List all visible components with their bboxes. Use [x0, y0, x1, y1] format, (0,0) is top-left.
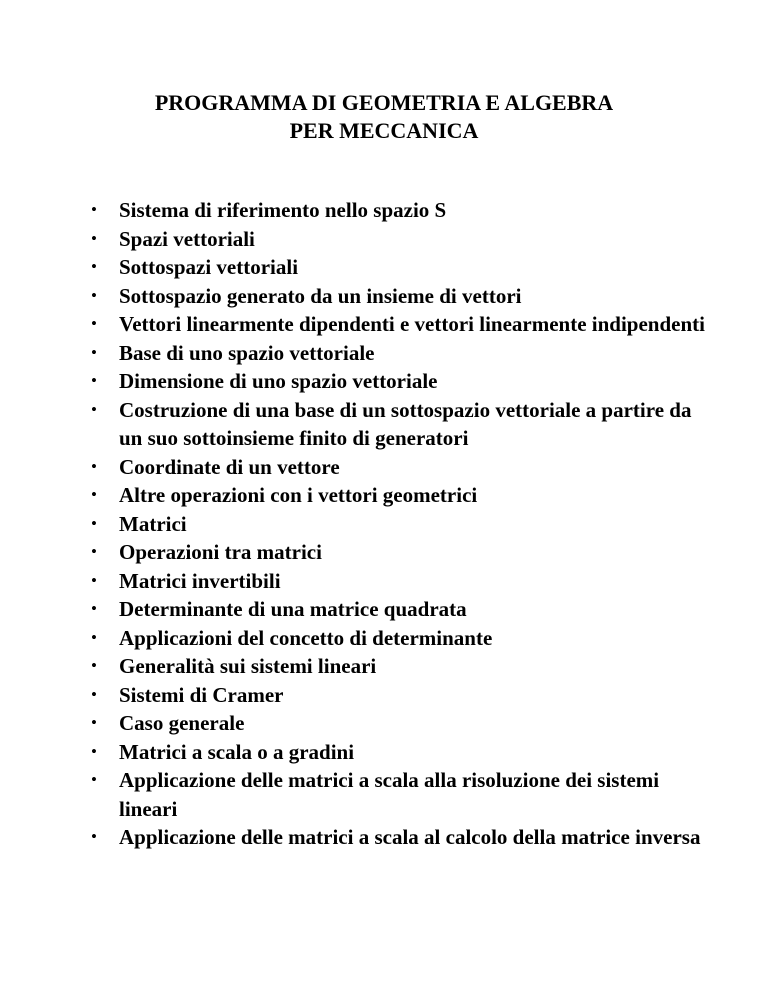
list-item-text: Applicazione delle matrici a scala alla risoluzione dei sistemi lineari: [119, 768, 660, 821]
bullet-icon: •: [91, 599, 97, 618]
list-item: [80, 339, 720, 368]
list-item: [80, 652, 720, 681]
bullet-icon: •: [91, 200, 97, 219]
list-item-text: Caso generale: [119, 711, 245, 735]
list-item: [80, 367, 720, 396]
bullet-icon: •: [91, 827, 97, 846]
bullet-icon: •: [91, 456, 97, 476]
list-item-text: Operazioni tra matrici: [119, 540, 322, 564]
list-item: [80, 823, 720, 852]
bullet-icon: •: [91, 741, 97, 761]
list-item-text: Costruzione di una base di un sottospazio vettoriale a partire da un suo sottoinsieme finito di generatori: [119, 397, 692, 450]
bullet-icon: •: [91, 570, 97, 590]
list-item-text: Matrici invertibili: [119, 568, 281, 593]
bullet-icon: •: [91, 513, 97, 533]
list-item-text: Sottospazio generato da un insieme di vettori: [119, 283, 522, 308]
list-item: [80, 510, 720, 539]
list-item-text: Matrici: [119, 511, 187, 536]
bullet-icon: •: [91, 342, 97, 362]
list-item: [80, 538, 720, 567]
list-item-text: Applicazione delle matrici a scala al calcolo della matrice inversa: [119, 825, 701, 849]
list-item: [80, 738, 720, 767]
bullet-icon: •: [91, 314, 97, 333]
list-item: [80, 196, 720, 225]
list-item: [80, 567, 720, 596]
list-item: [80, 225, 720, 254]
list-item: [80, 253, 720, 282]
list-item: [80, 681, 720, 710]
list-item-text: Determinante di una matrice quadrata: [119, 597, 467, 621]
list-item-text: Sistemi di Cramer: [119, 682, 284, 707]
list-item: [80, 453, 720, 482]
list-item: [80, 481, 720, 510]
list-item-text: Generalità sui sistemi lineari: [119, 654, 377, 678]
list-item-text: Matrici a scala o a gradini: [119, 739, 355, 764]
list-item: [80, 310, 720, 339]
bullet-icon: •: [91, 656, 97, 675]
title-line-1: PROGRAMMA DI GEOMETRIA E ALGEBRA: [154, 90, 614, 115]
bullet-icon: •: [91, 285, 97, 305]
bullet-icon: •: [91, 684, 97, 704]
bullet-icon: •: [91, 228, 97, 248]
list-item-text: Dimensione di uno spazio vettoriale: [119, 369, 438, 393]
list-item-text: Sottospazi vettoriali: [119, 255, 299, 279]
list-item: [80, 282, 720, 311]
title-line-2: PER MECCANICA: [289, 118, 479, 143]
list-item-text: Base di uno spazio vettoriale: [119, 340, 375, 365]
list-item-text: Sistema di riferimento nello spazio S: [119, 198, 447, 222]
list-item-text: Spazi vettoriali: [119, 226, 255, 251]
list-item: [80, 766, 720, 823]
bullet-icon: •: [91, 399, 97, 419]
topic-list: [80, 196, 720, 852]
list-item-text: Altre operazioni con i vettori geometrici: [119, 483, 478, 507]
bullet-icon: •: [91, 770, 97, 789]
list-item: [80, 709, 720, 738]
list-item: [80, 396, 720, 453]
list-item-text: Vettori linearmente dipendenti e vettori linearmente indipendenti: [119, 312, 705, 336]
bullet-icon: •: [91, 713, 97, 732]
list-item: [80, 595, 720, 624]
list-item-text: Applicazioni del concetto di determinante: [119, 625, 493, 650]
list-item: [80, 624, 720, 653]
bullet-icon: •: [91, 257, 97, 276]
bullet-icon: •: [91, 371, 97, 390]
bullet-icon: •: [91, 485, 97, 504]
page-title: [0, 89, 768, 145]
bullet-icon: •: [91, 542, 97, 561]
list-item-text: Coordinate di un vettore: [119, 454, 340, 479]
bullet-icon: •: [91, 627, 97, 647]
